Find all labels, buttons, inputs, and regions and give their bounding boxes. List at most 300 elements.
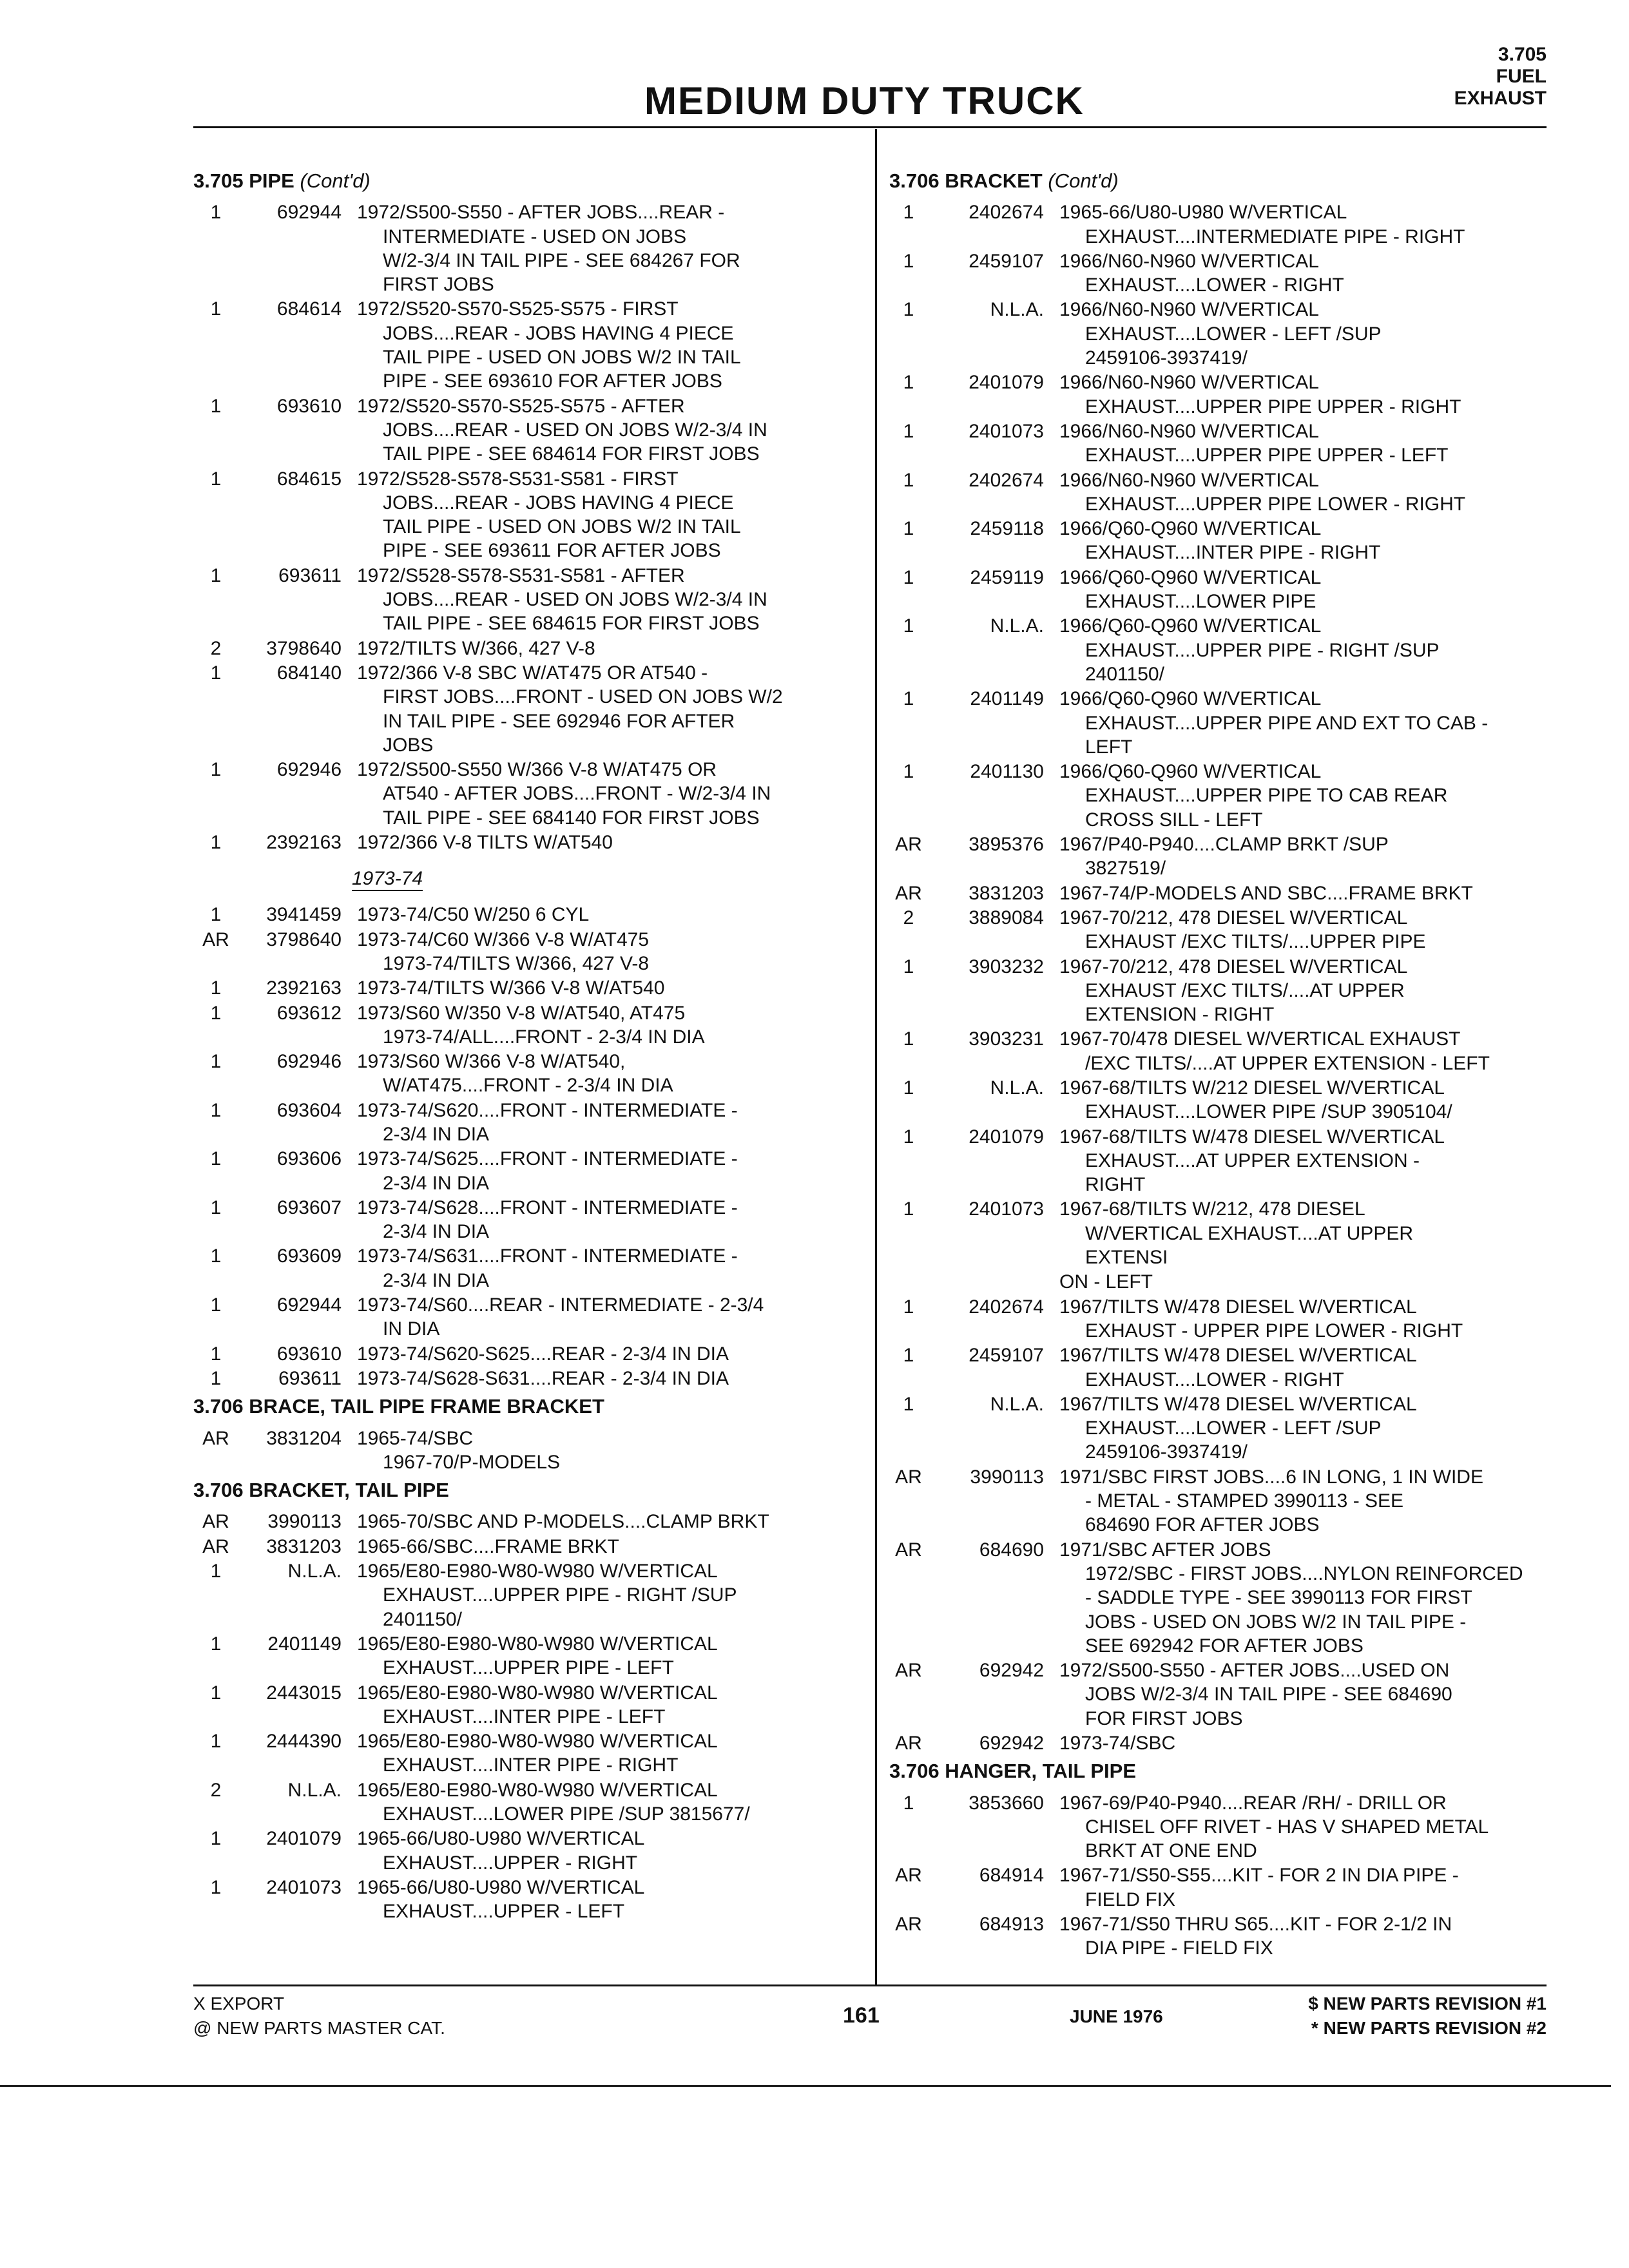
parts-row xyxy=(889,1076,1553,1124)
description-line: 1967-74/P-MODELS AND SBC....FRAME BRKT xyxy=(1059,882,1473,904)
description-line: 1965-66/U80-U980 W/VERTICAL xyxy=(357,1876,645,1898)
description-line: 1967-68/TILTS W/212 DIESEL W/VERTICAL xyxy=(1059,1077,1445,1099)
description-line: - SADDLE TYPE - SEE 3990113 FOR FIRST xyxy=(1085,1587,1472,1609)
description-line: 1973-74/SBC xyxy=(1059,1733,1176,1754)
description-line: EXHAUST....LOWER - RIGHT xyxy=(1085,274,1344,296)
quantity: AR xyxy=(895,882,922,904)
description-line: 1972/S528-S578-S531-S581 - AFTER xyxy=(357,564,685,586)
part-number: 2402674 xyxy=(969,1296,1044,1318)
quantity: 1 xyxy=(903,469,914,491)
section-heading-text: 3.706 BRACKET, TAIL PIPE xyxy=(193,1479,449,1502)
parts-row xyxy=(889,1658,1553,1731)
parts-row xyxy=(889,1863,1553,1912)
parts-row xyxy=(193,1147,863,1195)
quantity: 1 xyxy=(903,1792,914,1814)
page-number: 161 xyxy=(843,2003,880,2028)
part-number: 2402674 xyxy=(969,469,1044,491)
left-column xyxy=(193,165,863,1924)
parts-row xyxy=(193,1632,863,1680)
parts-row xyxy=(889,566,1553,614)
parts-row xyxy=(193,903,863,927)
part-number: 684140 xyxy=(276,662,342,684)
part-number: 2459107 xyxy=(969,1345,1044,1367)
part-description xyxy=(1050,1392,1553,1465)
parts-row xyxy=(193,1196,863,1244)
description-line: W/2-3/4 IN TAIL PIPE - SEE 684267 FOR xyxy=(383,249,740,271)
part-description xyxy=(1050,760,1553,832)
quantity: AR xyxy=(895,1539,922,1561)
parts-row xyxy=(889,370,1553,419)
parts-row xyxy=(889,1538,1553,1658)
description-line: BRKT AT ONE END xyxy=(1085,1840,1257,1862)
description-line: EXHAUST....UPPER PIPE LOWER - RIGHT xyxy=(1085,493,1466,515)
part-number: 2401079 xyxy=(969,372,1044,394)
parts-row xyxy=(193,1367,863,1390)
quantity: 1 xyxy=(903,956,914,977)
section-heading-text: 3.706 HANGER, TAIL PIPE xyxy=(889,1760,1137,1783)
quantity: 1 xyxy=(903,1126,914,1148)
part-description xyxy=(348,1050,863,1098)
description-line: FIRST JOBS xyxy=(383,274,494,296)
quantity: AR xyxy=(895,834,922,856)
description-line: 1973/S60 W/350 V-8 W/AT540, AT475 xyxy=(357,1002,686,1024)
description-line: 2401150/ xyxy=(1085,663,1164,685)
part-number: 2401073 xyxy=(266,1876,342,1898)
part-number: 693612 xyxy=(276,1002,342,1024)
quantity: AR xyxy=(895,1660,922,1682)
part-description xyxy=(348,1632,863,1680)
parts-row xyxy=(193,394,863,466)
parts-row xyxy=(193,1827,863,1875)
description-line: PIPE - SEE 693611 FOR AFTER JOBS xyxy=(383,540,721,562)
parts-row xyxy=(889,906,1553,954)
quantity: 1 xyxy=(210,1367,222,1389)
description-line: 1965/E80-E980-W80-W980 W/VERTICAL xyxy=(357,1561,718,1582)
quantity: 1 xyxy=(210,1148,222,1170)
description-line: 2-3/4 IN DIA xyxy=(383,1172,490,1194)
part-description xyxy=(348,1559,863,1631)
part-description xyxy=(348,1147,863,1195)
page-title: MEDIUM DUTY TRUCK xyxy=(644,79,1084,122)
description-line: FIRST JOBS....FRONT - USED ON JOBS W/2 xyxy=(383,686,783,708)
part-number: 693604 xyxy=(276,1099,342,1121)
description-line: 1967-71/S50-S55....KIT - FOR 2 IN DIA PIPE - xyxy=(1059,1865,1459,1887)
legend-revision-2: * NEW PARTS REVISION #2 xyxy=(1311,2018,1547,2038)
part-number: 693606 xyxy=(276,1148,342,1170)
parts-row xyxy=(889,1392,1553,1465)
part-number: 2401073 xyxy=(969,1198,1044,1220)
description-line: EXHAUST....UPPER PIPE - LEFT xyxy=(383,1657,674,1679)
part-number: 693611 xyxy=(278,1367,342,1389)
part-description xyxy=(348,1827,863,1875)
part-description xyxy=(348,394,863,466)
part-number: N.L.A. xyxy=(990,1393,1044,1415)
description-line: CROSS SILL - LEFT xyxy=(1085,809,1263,831)
part-number: 3895376 xyxy=(969,834,1044,856)
part-number: 2401130 xyxy=(970,761,1044,783)
part-description xyxy=(1050,468,1553,517)
description-line: ON - LEFT xyxy=(1059,1271,1153,1293)
section-heading xyxy=(193,1394,863,1418)
description-line: JOBS....REAR - JOBS HAVING 4 PIECE xyxy=(383,322,734,344)
description-line: EXHAUST....LOWER - LEFT /SUP xyxy=(1085,1418,1382,1439)
part-description xyxy=(348,1681,863,1729)
part-description xyxy=(1050,419,1553,468)
parts-row xyxy=(889,468,1553,517)
description-line: JOBS....REAR - USED ON JOBS W/2-3/4 IN xyxy=(383,589,767,611)
part-description xyxy=(1050,249,1553,298)
quantity: 1 xyxy=(903,372,914,394)
parts-row xyxy=(889,1125,1553,1197)
part-number: 3831203 xyxy=(969,882,1044,904)
section-category-exhaust: EXHAUST xyxy=(1454,88,1547,109)
part-number: N.L.A. xyxy=(287,1561,342,1582)
description-line: EXTENSI xyxy=(1085,1247,1168,1269)
part-number: 3831204 xyxy=(266,1427,342,1449)
quantity: 1 xyxy=(210,1731,222,1753)
part-number: 693610 xyxy=(276,1343,342,1365)
description-line: EXHAUST /EXC TILTS/....UPPER PIPE xyxy=(1085,931,1426,953)
part-description xyxy=(348,1535,863,1559)
part-number: 692942 xyxy=(979,1660,1044,1682)
quantity: 1 xyxy=(210,1196,222,1218)
description-line: 1965-66/U80-U980 W/VERTICAL xyxy=(357,1828,645,1850)
part-number: 684614 xyxy=(276,298,342,320)
description-line: 1967-68/TILTS W/478 DIESEL W/VERTICAL xyxy=(1059,1126,1445,1148)
parts-row xyxy=(193,1876,863,1924)
part-description xyxy=(1050,1863,1553,1912)
description-line: 1973-74/TILTS W/366, 427 V-8 xyxy=(383,952,650,974)
quantity: AR xyxy=(895,1466,922,1488)
description-line: INTERMEDIATE - USED ON JOBS xyxy=(383,226,687,247)
quantity: 2 xyxy=(210,637,222,659)
quantity: 1 xyxy=(210,977,222,999)
part-description xyxy=(348,467,863,563)
description-line: 1965-74/SBC xyxy=(357,1427,474,1449)
parts-row xyxy=(889,1912,1553,1961)
description-line: TAIL PIPE - SEE 684614 FOR FIRST JOBS xyxy=(383,443,760,465)
part-number: 3990113 xyxy=(267,1511,342,1533)
description-line: 1973-74/S620-S625....REAR - 2-3/4 IN DIA xyxy=(357,1343,729,1365)
part-number: 2401079 xyxy=(969,1126,1044,1148)
part-description xyxy=(1050,1027,1553,1075)
part-description xyxy=(1050,614,1553,686)
description-line: EXTENSION - RIGHT xyxy=(1085,1004,1275,1026)
description-line: EXHAUST - UPPER PIPE LOWER - RIGHT xyxy=(1085,1320,1463,1341)
quantity: AR xyxy=(895,1914,922,1936)
description-line: 1965-66/U80-U980 W/VERTICAL xyxy=(1059,202,1347,224)
description-line: IN TAIL PIPE - SEE 692946 FOR AFTER xyxy=(383,710,735,732)
part-description xyxy=(1050,1658,1553,1731)
parts-row xyxy=(889,1731,1553,1755)
part-description xyxy=(1050,370,1553,419)
description-line: 1973-74/C60 W/366 V-8 W/AT475 xyxy=(357,928,650,950)
description-line: 1965/E80-E980-W80-W980 W/VERTICAL xyxy=(357,1779,718,1801)
description-line: EXHAUST....UPPER PIPE - RIGHT /SUP xyxy=(383,1584,737,1606)
quantity: AR xyxy=(202,1427,229,1449)
part-description xyxy=(348,637,863,660)
description-line: 1972/366 V-8 SBC W/AT475 OR AT540 - xyxy=(357,662,708,684)
description-line: 1967/TILTS W/478 DIESEL W/VERTICAL xyxy=(1059,1393,1417,1415)
parts-row xyxy=(193,564,863,636)
description-line: IN DIA xyxy=(383,1318,440,1340)
part-number: 2443015 xyxy=(266,1682,342,1704)
quantity: 1 xyxy=(210,1051,222,1073)
section-heading-text: 3.706 BRACKET xyxy=(889,169,1043,192)
parts-row xyxy=(193,297,863,393)
description-line: EXHAUST /EXC TILTS/....AT UPPER xyxy=(1085,979,1405,1001)
parts-row xyxy=(889,614,1553,686)
quantity: AR xyxy=(895,1865,922,1887)
part-number: 3903232 xyxy=(969,956,1044,977)
section-heading xyxy=(193,1478,863,1502)
description-line: 1965/E80-E980-W80-W980 W/VERTICAL xyxy=(357,1731,718,1753)
part-description xyxy=(348,1196,863,1244)
description-line: 1966/Q60-Q960 W/VERTICAL xyxy=(1059,518,1322,540)
footer-legend-right xyxy=(1308,1992,1547,2041)
part-number: 3798640 xyxy=(266,637,342,659)
description-line: 1966/Q60-Q960 W/VERTICAL xyxy=(1059,566,1322,588)
parts-row xyxy=(193,1099,863,1147)
part-number: 684913 xyxy=(979,1914,1044,1936)
description-line: JOBS W/2-3/4 IN TAIL PIPE - SEE 684690 xyxy=(1085,1684,1452,1706)
description-line: JOBS - USED ON JOBS W/2 IN TAIL PIPE - xyxy=(1085,1611,1467,1633)
part-description xyxy=(348,1244,863,1293)
description-line: EXHAUST....LOWER PIPE /SUP 3815677/ xyxy=(383,1803,750,1825)
quantity: 1 xyxy=(903,299,914,321)
quantity: 1 xyxy=(903,1296,914,1318)
parts-row xyxy=(889,298,1553,370)
description-line: 1965-66/SBC....FRAME BRKT xyxy=(357,1535,619,1557)
quantity: 1 xyxy=(210,564,222,586)
part-number: 2392163 xyxy=(266,832,342,854)
section-heading xyxy=(193,169,863,193)
part-number: 3798640 xyxy=(266,928,342,950)
description-line: TAIL PIPE - SEE 684140 FOR FIRST JOBS xyxy=(383,807,760,829)
part-number: 693610 xyxy=(276,395,342,417)
description-line: 1967-70/478 DIESEL W/VERTICAL EXHAUST xyxy=(1059,1028,1461,1050)
parts-row xyxy=(193,1293,863,1341)
parts-row xyxy=(889,249,1553,298)
part-number: 2402674 xyxy=(969,202,1044,224)
part-number: N.L.A. xyxy=(287,1779,342,1801)
description-line: 1967/TILTS W/478 DIESEL W/VERTICAL xyxy=(1059,1345,1417,1367)
quantity: 1 xyxy=(210,1633,222,1655)
part-number: 3903231 xyxy=(969,1028,1044,1050)
parts-row xyxy=(889,760,1553,832)
description-line: 1972/S500-S550 - AFTER JOBS....REAR - xyxy=(357,202,725,224)
quantity: 1 xyxy=(210,1245,222,1267)
part-description xyxy=(1050,1731,1553,1755)
part-number: 2459107 xyxy=(969,250,1044,272)
description-line: 1972/S528-S578-S531-S581 - FIRST xyxy=(357,468,679,490)
quantity: AR xyxy=(202,1511,229,1533)
description-line: 1967-71/S50 THRU S65....KIT - FOR 2-1/2 IN xyxy=(1059,1914,1452,1936)
description-line: EXHAUST....INTER PIPE - RIGHT xyxy=(383,1754,679,1776)
description-line: DIA PIPE - FIELD FIX xyxy=(1085,1937,1273,1959)
part-description xyxy=(1050,566,1553,614)
parts-row xyxy=(889,881,1553,905)
description-line: 1966/Q60-Q960 W/VERTICAL xyxy=(1059,761,1322,783)
publication-date: JUNE 1976 xyxy=(1070,2006,1163,2026)
part-number: 692946 xyxy=(276,1051,342,1073)
parts-row xyxy=(193,1001,863,1050)
description-line: EXHAUST....AT UPPER EXTENSION - xyxy=(1085,1149,1420,1171)
quantity: 1 xyxy=(903,420,914,442)
description-line: TAIL PIPE - USED ON JOBS W/2 IN TAIL xyxy=(383,516,741,538)
description-line: EXHAUST....UPPER - LEFT xyxy=(383,1901,625,1923)
parts-row xyxy=(889,200,1553,249)
part-description xyxy=(348,1729,863,1778)
description-line: W/AT475....FRONT - 2-3/4 IN DIA xyxy=(383,1075,673,1097)
quantity: 1 xyxy=(903,615,914,637)
part-description xyxy=(348,1778,863,1827)
part-number: 3990113 xyxy=(970,1466,1044,1488)
description-line: 1972/S500-S550 - AFTER JOBS....USED ON xyxy=(1059,1660,1450,1682)
parts-row xyxy=(889,687,1553,759)
quantity: 1 xyxy=(903,566,914,588)
description-line: 2401150/ xyxy=(383,1608,462,1630)
quantity: 1 xyxy=(903,202,914,224)
part-description xyxy=(1050,906,1553,954)
description-line: 1972/SBC - FIRST JOBS....NYLON REINFORCED xyxy=(1085,1562,1523,1584)
part-description xyxy=(348,928,863,976)
description-line: EXHAUST....UPPER PIPE AND EXT TO CAB - xyxy=(1085,712,1489,734)
parts-row xyxy=(889,1791,1553,1863)
part-description xyxy=(348,1427,863,1475)
part-description xyxy=(348,903,863,927)
part-description xyxy=(348,831,863,854)
part-number: N.L.A. xyxy=(990,299,1044,321)
parts-row xyxy=(193,467,863,563)
part-description xyxy=(1050,1791,1553,1863)
parts-row xyxy=(193,1729,863,1778)
part-description xyxy=(348,200,863,296)
page-footer xyxy=(193,1984,1547,2044)
part-description xyxy=(1050,1295,1553,1343)
quantity: AR xyxy=(895,1733,922,1754)
section-code xyxy=(1454,44,1547,110)
parts-row xyxy=(889,1270,1553,1294)
parts-row xyxy=(193,1244,863,1293)
description-line: 1966/Q60-Q960 W/VERTICAL xyxy=(1059,688,1322,710)
description-line: 2-3/4 IN DIA xyxy=(383,1221,490,1243)
parts-row xyxy=(889,1465,1553,1537)
quantity: 1 xyxy=(903,1077,914,1099)
part-number: 684914 xyxy=(979,1865,1044,1887)
quantity: 1 xyxy=(903,761,914,783)
part-description xyxy=(348,758,863,830)
footer-legend-left xyxy=(193,1992,445,2041)
part-number: 2459119 xyxy=(970,566,1044,588)
part-number: 2401073 xyxy=(969,420,1044,442)
description-line: 1967/TILTS W/478 DIESEL W/VERTICAL xyxy=(1059,1296,1417,1318)
quantity: 2 xyxy=(903,907,914,928)
description-line: 1966/N60-N960 W/VERTICAL xyxy=(1059,372,1319,394)
part-number: 692946 xyxy=(276,759,342,781)
part-description xyxy=(348,1876,863,1924)
description-line: 1972/S520-S570-S525-S575 - FIRST xyxy=(357,298,679,320)
quantity: AR xyxy=(202,928,229,950)
part-description xyxy=(1050,832,1553,881)
part-description xyxy=(1050,1125,1553,1197)
section-heading xyxy=(889,169,1553,193)
right-column xyxy=(889,165,1553,1961)
description-line: 2-3/4 IN DIA xyxy=(383,1269,490,1291)
quantity: 1 xyxy=(903,518,914,540)
description-line: FIELD FIX xyxy=(1085,1888,1176,1910)
part-description xyxy=(1050,1197,1553,1269)
quantity: 1 xyxy=(903,250,914,272)
description-line: 1965-70/SBC AND P-MODELS....CLAMP BRKT xyxy=(357,1511,769,1533)
parts-row xyxy=(889,1295,1553,1343)
part-number: 3831203 xyxy=(266,1535,342,1557)
parts-row xyxy=(193,1050,863,1098)
description-line: EXHAUST....UPPER PIPE UPPER - LEFT xyxy=(1085,445,1449,466)
parts-row xyxy=(889,1197,1553,1269)
description-line: EXHAUST....UPPER PIPE - RIGHT /SUP xyxy=(1085,639,1440,661)
parts-row xyxy=(889,517,1553,565)
description-line: 1973-74/S625....FRONT - INTERMEDIATE - xyxy=(357,1148,738,1170)
description-line: 1966/N60-N960 W/VERTICAL xyxy=(1059,469,1319,491)
part-description xyxy=(348,976,863,1000)
description-line: 1972/366 V-8 TILTS W/AT540 xyxy=(357,832,613,854)
quantity: 1 xyxy=(210,1876,222,1898)
parts-row xyxy=(193,1778,863,1827)
section-heading xyxy=(889,1759,1553,1783)
description-line: EXHAUST....UPPER - RIGHT xyxy=(383,1852,638,1874)
description-line: 2459106-3937419/ xyxy=(1085,1441,1248,1463)
part-number: 2401079 xyxy=(266,1828,342,1850)
part-description xyxy=(348,1367,863,1390)
parts-row xyxy=(889,1343,1553,1392)
quantity: 1 xyxy=(903,1345,914,1367)
quantity: 1 xyxy=(210,1561,222,1582)
description-line: 684690 FOR AFTER JOBS xyxy=(1085,1514,1320,1536)
part-description xyxy=(1050,517,1553,565)
parts-row xyxy=(889,419,1553,468)
part-number: N.L.A. xyxy=(990,615,1044,637)
description-line: LEFT xyxy=(1085,736,1133,758)
quantity: 1 xyxy=(210,1682,222,1704)
quantity: 2 xyxy=(210,1779,222,1801)
description-line: 2459106-3937419/ xyxy=(1085,347,1248,369)
description-line: PIPE - SEE 693610 FOR AFTER JOBS xyxy=(383,370,722,392)
part-description xyxy=(1050,1076,1553,1124)
part-number: 693609 xyxy=(276,1245,342,1267)
description-line: 1971/SBC FIRST JOBS....6 IN LONG, 1 IN WIDE xyxy=(1059,1466,1483,1488)
description-line: 1965/E80-E980-W80-W980 W/VERTICAL xyxy=(357,1682,718,1704)
description-line: 1973-74/C50 W/250 6 CYL xyxy=(357,904,590,926)
description-line: EXHAUST....INTER PIPE - RIGHT xyxy=(1085,542,1381,564)
description-line: 1973-74/S631....FRONT - INTERMEDIATE - xyxy=(357,1245,738,1267)
parts-row xyxy=(193,1559,863,1631)
parts-row xyxy=(193,1510,863,1533)
section-heading-text: 3.705 PIPE xyxy=(193,169,294,192)
continued-label: (Cont'd) xyxy=(300,169,371,192)
part-number: 693607 xyxy=(276,1196,342,1218)
description-line: AT540 - AFTER JOBS....FRONT - W/2-3/4 IN xyxy=(383,783,771,805)
description-line: 1966/Q60-Q960 W/VERTICAL xyxy=(1059,615,1322,637)
parts-row xyxy=(193,1427,863,1475)
part-number: 692944 xyxy=(276,1294,342,1316)
part-number: 692944 xyxy=(276,202,342,224)
description-line: 1967-70/P-MODELS xyxy=(383,1451,561,1473)
quantity: 1 xyxy=(210,1099,222,1121)
part-description xyxy=(348,564,863,636)
part-number: 693611 xyxy=(278,564,342,586)
description-line: EXHAUST....UPPER PIPE TO CAB REAR xyxy=(1085,785,1448,807)
